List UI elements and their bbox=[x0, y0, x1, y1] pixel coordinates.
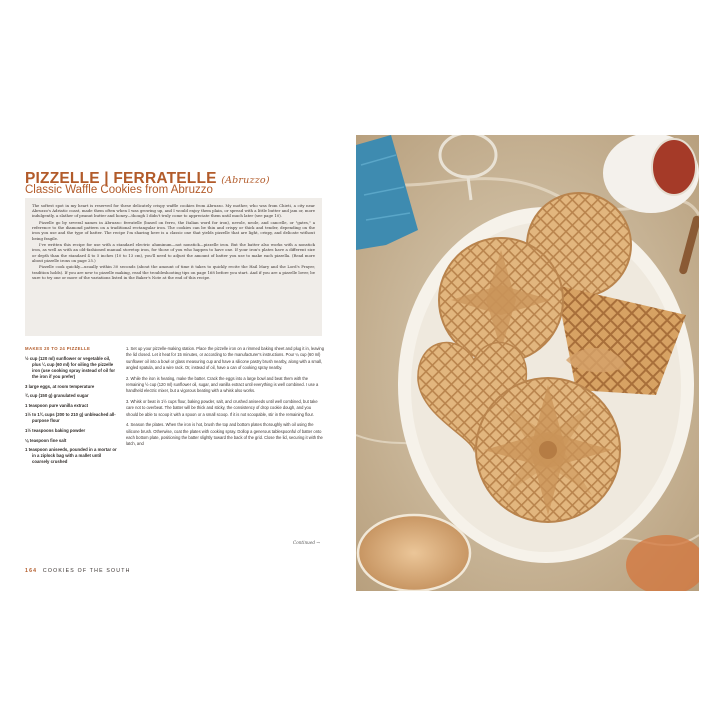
pizzelle-photo bbox=[356, 135, 699, 591]
cookie-shape bbox=[476, 378, 620, 522]
continued-note: Continued → bbox=[293, 540, 320, 545]
intro-paragraph: I've written this recipe for use with a standard electric aluminum—not nonstick—pizzelle iron. But the batter also works with a nonstick iron, as well as with an old-fashioned manual stovetop iron, for those of you who happen to have one. If your iron's plates have a different size or depth than the standard 4 to 5 inches (10 to 13 cm), you'll need to adjust the amount of batter you use to make each pizzella. (Read more about pizzelle irons on page 25.) bbox=[32, 242, 315, 263]
method-step: 1. Set up your pizzelle-making station. Place the pizzelle iron on a rimmed baking sheet and plug it in, leaving the lid closed. Let it heat for 15 minutes, or according to the manufacturer's instructions. Pour ¼ cup (60 ml) sunflower oil into a bowl or glass measuring cup and have a silicone pastry brush nearby, along with a small, angled spatula, and a wire rack. Or, instead of oil, have a can of cooking spray nearby. bbox=[126, 346, 324, 370]
ingredient-item: 3 large eggs, at room temperature bbox=[25, 383, 95, 389]
ingredient-item: ½ cup (120 ml) sunflower or vegetable oil, plus ¼ cup (60 ml) for oiling the pizzelle iron (use cooking spray instead of oil for the iron if you prefer) bbox=[25, 356, 116, 379]
method-step: 4. Season the plates. When the iron is hot, brush the top and bottom plates thoroughly with oil using the silicone brush. Otherwise, coat the plates with cooking spray. Dollop a generous tablespoonful of batter onto each bottom plate, positioning the batter slightly toward the back of the grid. Close the lid, securing it with the latch, and bbox=[126, 422, 323, 447]
photo-page bbox=[356, 135, 699, 591]
running-footer: COOKIES OF THE SOUTH bbox=[42, 568, 131, 574]
recipe-region: (Abruzzo) bbox=[221, 175, 270, 186]
ingredient-item: 1 teaspoon aniseeds, pounded in a mortar or in a ziplock bag with a mallet until coarsely crushed bbox=[25, 447, 117, 465]
ingredient-item: 1½ teaspoons baking powder bbox=[25, 427, 86, 433]
recipe-title-text: PIZZELLE | FERRATELLE bbox=[25, 170, 217, 187]
intro-box bbox=[25, 198, 322, 336]
left-page bbox=[0, 0, 356, 720]
page-footer bbox=[25, 568, 131, 574]
yield-label: MAKES 20 TO 24 PIZZELLE bbox=[25, 346, 91, 351]
page-number: 164 bbox=[25, 568, 38, 574]
ingredient-item: ¾ cup (150 g) granulated sugar bbox=[25, 393, 89, 399]
ingredient-item: 1½ to 1¾ cups (200 to 210 g) unbleached all-purpose flour bbox=[25, 412, 116, 424]
intro-paragraph: Pizzelle cook quickly—usually within 30 seconds (about the amount of time it takes to quickly recite the Hail Mary and the Lord's Prayer, tradition holds). If you are new to pizzelle making, read the troubleshooting tips on page 168 before you start. And if you are a pizzelle lover, be sure to try one or more of the variations listed in the Baker's Note at the end of this recipe. bbox=[32, 264, 315, 280]
recipe-subtitle: Classic Waffle Cookies from Abruzzo bbox=[25, 184, 213, 196]
method-step: 2. While the iron is heating, make the batter. Crack the eggs into a large bowl and beat them with the remaining ½ cup (120 ml) sunflower oil, sugar, and vanilla extract until everything is well combined. I use a handheld electric mixer, but a vigorous beating with a whisk also works. bbox=[126, 375, 319, 394]
ingredient-item: ⅛ teaspoon fine salt bbox=[25, 437, 67, 443]
intro-paragraph: The softest spot in my heart is reserved for these delicately crispy waffle cookies from Abruzzo. My mother, who was from Chieti, a city near Abruzzo's Adriatic coast, made them often when I was growing up, and I would enjoy them plain, or spread with a little butter and jam or, more indulgently, a slather of peanut butter and honey—though I didn't truly come to appreciate them until much later (see page 10). bbox=[32, 203, 315, 219]
method-step: 3. Whisk or beat in 1½ cups flour, baking powder, salt, and crushed aniseeds until well combined, but take care not to overbeat. The batter will be thick and sticky, the consistency of drop cookie dough, and you should be able to scoop it with a spoon or a small scoop. If it is not scoopable, stir in the remaining flour. bbox=[126, 399, 318, 417]
intro-paragraph: Pizzelle go by several names in Abruzzo: ferratelle (based on ferro, the Italian word for iron), nevole, neole, and cancelle, or "gates," a reference to the diamond pattern on a traditional rectangular iron. The cookies can be thin and crispy or thick and tender, depending on the iron you use and the type of batter. The recipe I'm sharing here is a classic one that yields pizzelle that are light, crispy, and delicate without being fragile. bbox=[32, 220, 315, 241]
ingredient-item: 1 teaspoon pure vanilla extract bbox=[25, 402, 89, 408]
ingredient-list bbox=[25, 356, 117, 469]
method-steps bbox=[126, 346, 324, 452]
